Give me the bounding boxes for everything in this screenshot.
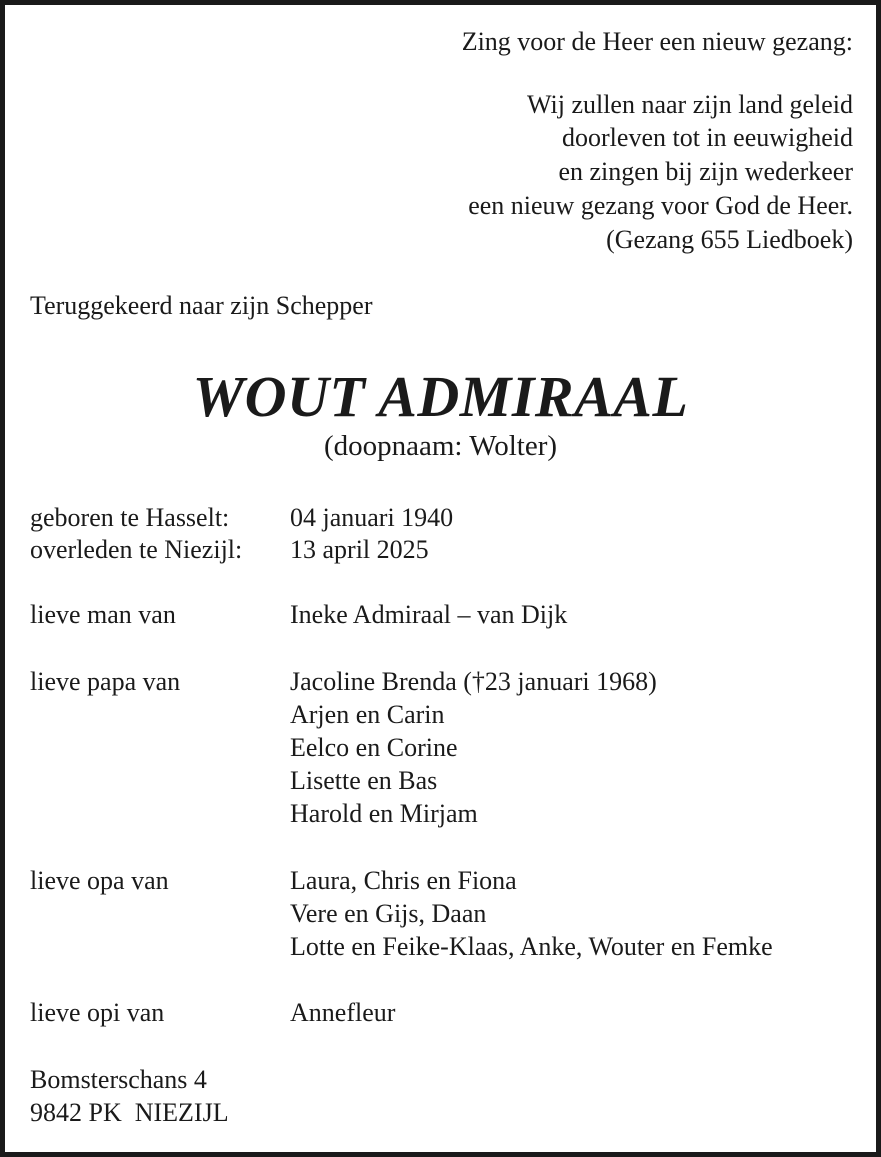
verse-line-2: doorleven tot in eeuwigheid <box>562 123 853 152</box>
grandchildren-line-3: Lotte en Feike-Klaas, Anke, Wouter en Femke <box>290 932 773 961</box>
born-value: 04 januari 1940 <box>290 503 454 532</box>
child-2: Arjen en Carin <box>290 700 445 729</box>
great-grandchild-1: Annefleur <box>290 998 396 1027</box>
verse-line-1: Wij zullen naar zijn land geleid <box>527 90 853 119</box>
died-value: 13 april 2025 <box>290 535 429 564</box>
intro-text: Teruggekeerd naar zijn Schepper <box>30 291 373 320</box>
great-grandfather-label: lieve opi van <box>30 998 165 1027</box>
verse-line-4: een nieuw gezang voor God de Heer. <box>468 191 853 220</box>
hymn-intro-line: Zing voor de Heer een nieuw gezang: <box>461 27 853 56</box>
child-1: Jacoline Brenda (†23 januari 1968) <box>290 667 657 696</box>
child-4: Lisette en Bas <box>290 766 438 795</box>
born-label: geboren te Hasselt: <box>30 503 230 532</box>
verse-line-3: en zingen bij zijn wederkeer <box>558 157 853 186</box>
address-city: 9842 PK NIEZIJL <box>30 1098 229 1127</box>
wife-name: Ineke Admiraal – van Dijk <box>290 600 568 629</box>
died-label: overleden te Niezijl: <box>30 535 243 564</box>
baptism-name: (doopnaam: Wolter) <box>323 430 558 462</box>
child-3: Eelco en Corine <box>290 733 458 762</box>
verse-source: (Gezang 655 Liedboek) <box>606 225 853 254</box>
deceased-name: WOUT ADMIRAAL <box>192 364 689 429</box>
father-label: lieve papa van <box>30 667 181 696</box>
grandfather-label: lieve opa van <box>30 866 169 895</box>
grandchildren-line-2: Vere en Gijs, Daan <box>290 899 487 928</box>
child-5: Harold en Mirjam <box>290 799 478 828</box>
husband-label: lieve man van <box>30 600 176 629</box>
address-street: Bomsterschans 4 <box>30 1065 207 1094</box>
grandchildren-line-1: Laura, Chris en Fiona <box>290 866 517 895</box>
